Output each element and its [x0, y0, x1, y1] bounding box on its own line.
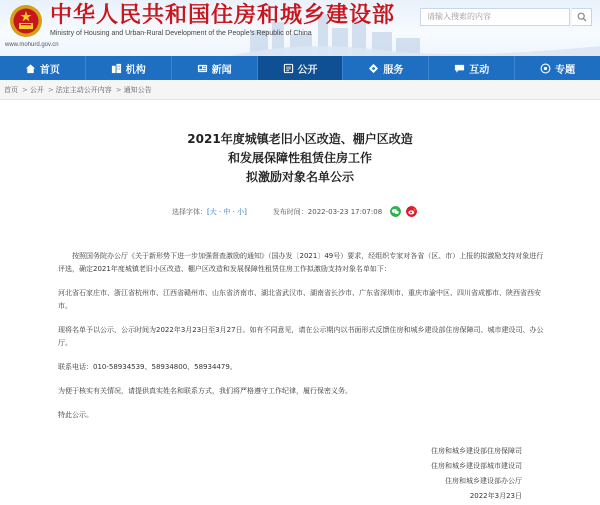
breadcrumb-separator: >: [115, 86, 122, 94]
font-size-label: 选择字体：: [172, 207, 207, 216]
search-button[interactable]: [572, 8, 592, 26]
public-icon: [283, 63, 294, 74]
article-title-line3: 拟激励对象名单公示: [245, 170, 354, 184]
nav-label: 互动: [469, 64, 490, 76]
nav-item-service[interactable]: [343, 56, 429, 80]
building-icon: [111, 63, 122, 74]
breadcrumb: [4, 85, 154, 95]
chat-icon: [454, 63, 465, 74]
news-icon: [197, 63, 208, 74]
signature-urban-construction: 住房和城乡建设部城市建设司: [431, 462, 522, 470]
nav-item-public[interactable]: [258, 56, 344, 80]
search-icon: [577, 12, 587, 22]
breadcrumb-public[interactable]: 公开: [29, 86, 44, 94]
nav-label: 首页: [39, 64, 60, 76]
article-paragraph-4: 联系电话：010-58934539、58934800、58934479。: [58, 363, 237, 371]
article-title-line1: 2021年度城镇老旧小区改造、棚户区改造: [187, 132, 413, 146]
nav-item-news[interactable]: [172, 56, 258, 80]
nav-item-institution[interactable]: [86, 56, 172, 80]
service-icon: [368, 63, 379, 74]
site-url: www.mohurd.gov.cn: [5, 42, 59, 48]
article-paragraph-1: 按照国务院办公厅《关于新形势下进一步加强督查激励的通知》（国办发〔2021〕49号）要求，经组织专家对各省（区、市）上报的拟激励支持对象进行评选，确定2021年度城镇老旧小区改造、棚户区改造和发展保障性租赁住房工作拟激励支持对象名单如下：: [58, 252, 544, 273]
publish-date: 发布时间：2022-03-23 17:07:08: [272, 207, 383, 216]
nav-item-home[interactable]: [0, 56, 86, 80]
nav-label: 服务: [383, 64, 404, 76]
article-title-line2: 和发展保障性租赁住房工作: [227, 151, 372, 165]
breadcrumb-separator: >: [47, 86, 54, 94]
breadcrumb-bar: [0, 80, 600, 100]
article-paragraph-2: 河北省石家庄市、浙江省杭州市、江西省赣州市、山东省济南市、湖北省武汉市、湖南省长沙市、广东省深圳市、重庆市渝中区、四川省成都市、陕西省西安市。: [58, 289, 541, 310]
article-paragraph-6: 特此公示。: [58, 411, 93, 419]
breadcrumb-legal-content[interactable]: 法定主动公开内容: [55, 86, 112, 94]
nav-item-topic[interactable]: [515, 56, 600, 80]
breadcrumb-notice[interactable]: 通知公告: [123, 86, 152, 94]
wechat-share-icon[interactable]: [390, 206, 401, 217]
home-icon: [25, 63, 36, 74]
article-paragraph-5: 为便于核实有关情况，请提供真实姓名和联系方式，我们将严格遵守工作纪律，履行保密义务。: [58, 387, 352, 395]
weibo-share-icon[interactable]: [406, 206, 417, 217]
nav-label: 专题: [555, 64, 576, 76]
nav-label: 机构: [125, 64, 146, 76]
signature-date: 2022年3月23日: [469, 492, 522, 500]
search-input[interactable]: 请输入搜索的内容: [420, 8, 570, 26]
topic-icon: [540, 63, 551, 74]
site-subtitle: Ministry of Housing and Urban-Rural Development of the People's Republic of China: [50, 30, 312, 37]
site-header: [0, 0, 600, 56]
national-emblem-icon[interactable]: [8, 3, 44, 39]
nav-label: 新闻: [211, 64, 232, 76]
site-title[interactable]: 中华人民共和国住房和城乡建设部: [50, 3, 396, 28]
font-size-selector[interactable]: [大 · 中 · 小]: [207, 207, 247, 216]
breadcrumb-separator: >: [22, 86, 28, 94]
signature-general-office: 住房和城乡建设部办公厅: [445, 477, 522, 485]
signature-housing-security: 住房和城乡建设部住房保障司: [431, 447, 522, 455]
breadcrumb-home[interactable]: 首页: [4, 86, 18, 94]
main-nav: [0, 56, 600, 80]
nav-label: 公开: [297, 64, 318, 76]
article-paragraph-3: 现将名单予以公示，公示时间为2022年3月23日至3月27日。如有不同意见，请在公示期内以书面形式反馈住房和城乡建设部住房保障司、城市建设司、办公厅。: [58, 326, 544, 347]
article-meta: [172, 206, 417, 217]
nav-item-interaction[interactable]: [429, 56, 515, 80]
